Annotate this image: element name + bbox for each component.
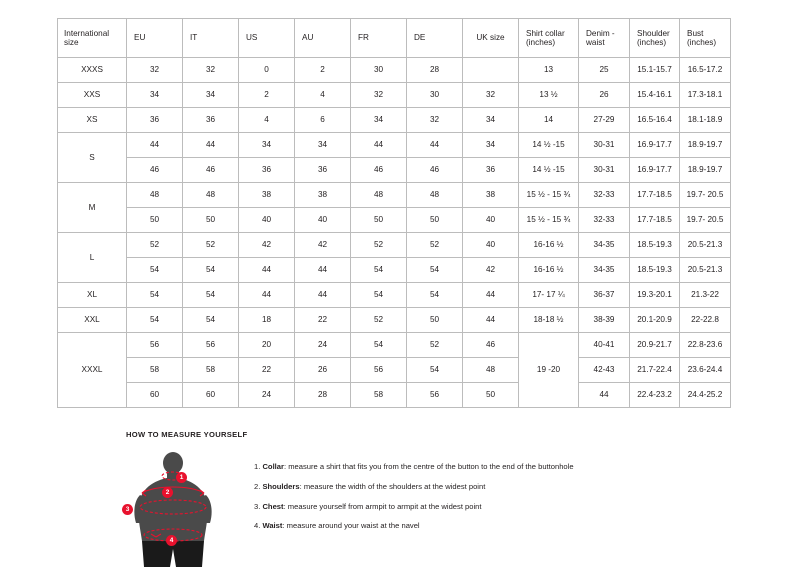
measure-step-label: Chest (262, 501, 284, 511)
cell-shirt-collar: 14 (519, 108, 579, 133)
cell-shirt-collar: 16-16 ½ (519, 233, 579, 258)
cell-uk-size (463, 58, 519, 83)
cell-us: 44 (239, 258, 295, 283)
cell-fr: 54 (351, 283, 407, 308)
marker-2-shoulders: 2 (162, 487, 173, 498)
cell-shoulder: 17.7-18.5 (630, 208, 680, 233)
cell-shirt-collar: 14 ½ -15 (519, 158, 579, 183)
cell-shirt-collar: 17- 17 ¼ (519, 283, 579, 308)
table-row (58, 58, 731, 83)
table-row (58, 183, 731, 208)
cell-denim-waist: 38-39 (579, 308, 630, 333)
cell-eu: 48 (127, 183, 183, 208)
cell-de: 32 (407, 108, 463, 133)
cell-fr: 46 (351, 158, 407, 183)
cell-fr: 44 (351, 133, 407, 158)
cell-bust: 19.7- 20.5 (680, 183, 731, 208)
marker-3-chest: 3 (122, 504, 133, 515)
cell-au: 22 (295, 308, 351, 333)
cell-bust: 18.1-18.9 (680, 108, 731, 133)
cell-uk-size: 38 (463, 183, 519, 208)
cell-bust: 16.5-17.2 (680, 58, 731, 83)
cell-it: 54 (183, 308, 239, 333)
cell-eu: 34 (127, 83, 183, 108)
column-header-au: AU (295, 19, 351, 58)
cell-uk-size: 50 (463, 383, 519, 408)
measure-step (254, 520, 574, 532)
cell-fr: 48 (351, 183, 407, 208)
cell-denim-waist: 26 (579, 83, 630, 108)
table-row (58, 83, 731, 108)
table-row (58, 383, 731, 408)
how-to-measure-body (126, 449, 746, 569)
body-figure (126, 449, 236, 569)
cell-denim-waist: 32-33 (579, 208, 630, 233)
measure-step-number: 1. (254, 462, 263, 471)
cell-bust: 22.8-23.6 (680, 333, 731, 358)
cell-international-size: XXS (58, 83, 127, 108)
cell-eu: 46 (127, 158, 183, 183)
cell-fr: 32 (351, 83, 407, 108)
cell-shoulder: 19.3-20.1 (630, 283, 680, 308)
cell-shoulder: 18.5-19.3 (630, 258, 680, 283)
cell-uk-size: 46 (463, 333, 519, 358)
torso-illustration-icon (126, 449, 236, 569)
cell-it: 58 (183, 358, 239, 383)
cell-it: 48 (183, 183, 239, 208)
cell-it: 36 (183, 108, 239, 133)
cell-de: 44 (407, 133, 463, 158)
marker-4-waist: 4 (166, 535, 177, 546)
cell-au: 4 (295, 83, 351, 108)
cell-au: 34 (295, 133, 351, 158)
column-header-denim-waist: Denim - waist (579, 19, 630, 58)
cell-eu: 58 (127, 358, 183, 383)
cell-bust: 17.3-18.1 (680, 83, 731, 108)
cell-de: 50 (407, 208, 463, 233)
measure-step-number: 3. (254, 501, 263, 511)
cell-bust: 21.3-22 (680, 283, 731, 308)
cell-uk-size: 44 (463, 283, 519, 308)
column-header-de: DE (407, 19, 463, 58)
cell-fr: 54 (351, 333, 407, 358)
cell-it: 50 (183, 208, 239, 233)
cell-it: 52 (183, 233, 239, 258)
cell-eu: 54 (127, 258, 183, 283)
cell-uk-size: 34 (463, 108, 519, 133)
size-chart-table (57, 18, 731, 408)
cell-shirt-collar: 14 ½ -15 (519, 133, 579, 158)
cell-fr: 56 (351, 358, 407, 383)
cell-eu: 54 (127, 283, 183, 308)
cell-au: 2 (295, 58, 351, 83)
column-header-shirt-collar: Shirt collar (inches) (519, 19, 579, 58)
cell-shoulder: 16.9-17.7 (630, 133, 680, 158)
cell-uk-size: 34 (463, 133, 519, 158)
cell-shoulder: 18.5-19.3 (630, 233, 680, 258)
cell-de: 52 (407, 333, 463, 358)
cell-au: 38 (295, 183, 351, 208)
cell-shirt-collar: 13 ½ (519, 83, 579, 108)
table-row (58, 158, 731, 183)
cell-fr: 52 (351, 233, 407, 258)
cell-de: 30 (407, 83, 463, 108)
measure-step-label: Collar (262, 462, 284, 471)
table-header-row (58, 19, 731, 58)
cell-denim-waist: 27-29 (579, 108, 630, 133)
cell-shirt-collar: 18-18 ½ (519, 308, 579, 333)
cell-denim-waist: 30-31 (579, 158, 630, 183)
cell-international-size: XXXS (58, 58, 127, 83)
how-to-measure-title: HOW TO MEASURE YOURSELF (126, 430, 248, 439)
cell-eu: 44 (127, 133, 183, 158)
measure-step-label: Shoulders (262, 481, 300, 491)
measure-step-number: 2. (254, 481, 263, 491)
cell-de: 46 (407, 158, 463, 183)
measure-step (254, 461, 574, 473)
cell-bust: 20.5-21.3 (680, 233, 731, 258)
cell-au: 26 (295, 358, 351, 383)
column-header-it: IT (183, 19, 239, 58)
cell-au: 36 (295, 158, 351, 183)
cell-bust: 18.9-19.7 (680, 133, 731, 158)
cell-denim-waist: 36-37 (579, 283, 630, 308)
cell-fr: 54 (351, 258, 407, 283)
cell-shoulder: 16.5-16.4 (630, 108, 680, 133)
how-to-measure-section (126, 430, 746, 569)
cell-bust: 20.5-21.3 (680, 258, 731, 283)
cell-denim-waist: 42-43 (579, 358, 630, 383)
cell-shoulder: 15.4-16.1 (630, 83, 680, 108)
cell-shirt-collar: 19 -20 (519, 333, 579, 408)
measure-step-number: 4. (254, 521, 263, 531)
measure-step-text: : measure the width of the shoulders at the widest point (299, 481, 486, 491)
cell-shirt-collar: 13 (519, 58, 579, 83)
table-row (58, 333, 731, 358)
cell-de: 54 (407, 258, 463, 283)
cell-us: 44 (239, 283, 295, 308)
cell-shirt-collar: 15 ½ - 15 ¾ (519, 183, 579, 208)
column-header-us: US (239, 19, 295, 58)
cell-denim-waist: 40-41 (579, 333, 630, 358)
cell-it: 54 (183, 258, 239, 283)
cell-it: 34 (183, 83, 239, 108)
column-header-eu: EU (127, 19, 183, 58)
column-header-uk-size: UK size (463, 19, 519, 58)
cell-denim-waist: 32-33 (579, 183, 630, 208)
measure-step-label: Waist (262, 521, 283, 531)
cell-bust: 24.4-25.2 (680, 383, 731, 408)
cell-shoulder: 20.9-21.7 (630, 333, 680, 358)
cell-eu: 50 (127, 208, 183, 233)
table-row (58, 283, 731, 308)
cell-international-size: XS (58, 108, 127, 133)
table-row (58, 308, 731, 333)
cell-denim-waist: 44 (579, 383, 630, 408)
cell-us: 24 (239, 383, 295, 408)
cell-us: 4 (239, 108, 295, 133)
cell-eu: 56 (127, 333, 183, 358)
cell-shoulder: 16.9-17.7 (630, 158, 680, 183)
cell-international-size: L (58, 233, 127, 283)
cell-au: 24 (295, 333, 351, 358)
column-header-shoulder: Shoulder (inches) (630, 19, 680, 58)
table-row (58, 258, 731, 283)
cell-it: 56 (183, 333, 239, 358)
cell-us: 42 (239, 233, 295, 258)
cell-de: 56 (407, 383, 463, 408)
cell-fr: 58 (351, 383, 407, 408)
cell-shoulder: 22.4-23.2 (630, 383, 680, 408)
column-header-international-size: International size (58, 19, 127, 58)
cell-shoulder: 20.1-20.9 (630, 308, 680, 333)
cell-denim-waist: 25 (579, 58, 630, 83)
measure-step (254, 481, 574, 493)
measure-step (254, 501, 574, 513)
table-row (58, 233, 731, 258)
cell-de: 54 (407, 358, 463, 383)
cell-eu: 32 (127, 58, 183, 83)
cell-uk-size: 42 (463, 258, 519, 283)
cell-shoulder: 15.1-15.7 (630, 58, 680, 83)
column-header-bust: Bust (inches) (680, 19, 731, 58)
cell-denim-waist: 34-35 (579, 233, 630, 258)
cell-de: 54 (407, 283, 463, 308)
cell-au: 44 (295, 283, 351, 308)
cell-au: 6 (295, 108, 351, 133)
cell-it: 54 (183, 283, 239, 308)
cell-uk-size: 40 (463, 208, 519, 233)
table-row (58, 108, 731, 133)
cell-shirt-collar: 16-16 ½ (519, 258, 579, 283)
cell-de: 28 (407, 58, 463, 83)
cell-uk-size: 44 (463, 308, 519, 333)
cell-uk-size: 40 (463, 233, 519, 258)
cell-us: 0 (239, 58, 295, 83)
cell-de: 50 (407, 308, 463, 333)
cell-shoulder: 17.7-18.5 (630, 183, 680, 208)
cell-international-size: XXL (58, 308, 127, 333)
cell-fr: 30 (351, 58, 407, 83)
cell-us: 20 (239, 333, 295, 358)
cell-denim-waist: 30-31 (579, 133, 630, 158)
cell-shirt-collar: 15 ½ - 15 ¾ (519, 208, 579, 233)
cell-international-size: M (58, 183, 127, 233)
cell-us: 18 (239, 308, 295, 333)
cell-fr: 34 (351, 108, 407, 133)
cell-us: 40 (239, 208, 295, 233)
cell-bust: 22-22.8 (680, 308, 731, 333)
cell-us: 34 (239, 133, 295, 158)
cell-it: 60 (183, 383, 239, 408)
cell-de: 52 (407, 233, 463, 258)
cell-bust: 18.9-19.7 (680, 158, 731, 183)
cell-us: 38 (239, 183, 295, 208)
cell-it: 44 (183, 133, 239, 158)
measure-step-text: : measure yourself from armpit to armpit at the widest point (283, 501, 482, 511)
cell-au: 44 (295, 258, 351, 283)
cell-it: 46 (183, 158, 239, 183)
cell-bust: 23.6-24.4 (680, 358, 731, 383)
cell-eu: 54 (127, 308, 183, 333)
table-row (58, 358, 731, 383)
cell-de: 48 (407, 183, 463, 208)
cell-uk-size: 48 (463, 358, 519, 383)
cell-eu: 60 (127, 383, 183, 408)
cell-eu: 52 (127, 233, 183, 258)
cell-denim-waist: 34-35 (579, 258, 630, 283)
cell-bust: 19.7- 20.5 (680, 208, 731, 233)
table-row (58, 208, 731, 233)
cell-uk-size: 32 (463, 83, 519, 108)
cell-international-size: XXXL (58, 333, 127, 408)
cell-au: 40 (295, 208, 351, 233)
cell-au: 42 (295, 233, 351, 258)
cell-us: 36 (239, 158, 295, 183)
cell-us: 2 (239, 83, 295, 108)
cell-shoulder: 21.7-22.4 (630, 358, 680, 383)
table-row (58, 133, 731, 158)
cell-fr: 52 (351, 308, 407, 333)
cell-au: 28 (295, 383, 351, 408)
cell-it: 32 (183, 58, 239, 83)
measure-step-text: : measure a shirt that fits you from the centre of the button to the end of the buttonhole (283, 462, 574, 471)
measure-steps-list (254, 449, 574, 540)
cell-international-size: XL (58, 283, 127, 308)
cell-uk-size: 36 (463, 158, 519, 183)
marker-1-collar: 1 (176, 472, 187, 483)
cell-eu: 36 (127, 108, 183, 133)
cell-us: 22 (239, 358, 295, 383)
cell-fr: 50 (351, 208, 407, 233)
column-header-fr: FR (351, 19, 407, 58)
table-body (58, 58, 731, 408)
cell-international-size: S (58, 133, 127, 183)
measure-step-text: : measure around your waist at the navel (282, 521, 420, 531)
